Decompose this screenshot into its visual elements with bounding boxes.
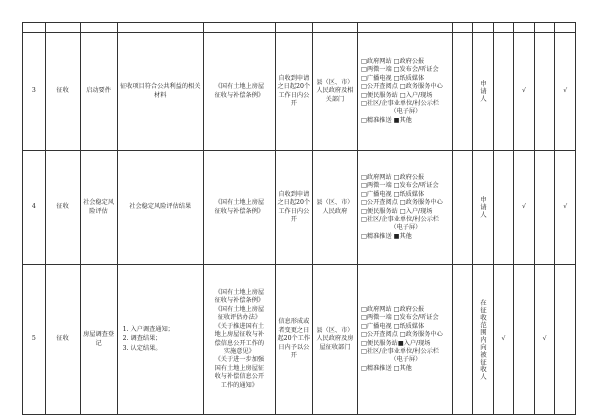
row-subject: 县（区、市）人民政府及相关部门	[312, 33, 357, 151]
basis-line: 征收与补偿条例》	[214, 297, 265, 305]
basis-line: 实施意见》	[223, 347, 255, 355]
row-content: 社会稳定风险评估结果	[117, 151, 203, 265]
basis-line: 工作的通知》	[220, 381, 258, 389]
row-subject: 县（区、市）人民政府	[312, 151, 357, 265]
channel-line: □公开查阅点 □政务服务中心	[361, 83, 443, 91]
basis-line: 国有土地上房屋征	[214, 364, 265, 372]
row-basis	[203, 33, 275, 151]
channel-line: □广播电视 □纸质媒体	[361, 74, 425, 82]
channel-line: □政府网站 □政府公报	[361, 173, 425, 181]
check-cell	[555, 265, 576, 415]
channel-line: □精准推送 □其他	[361, 364, 412, 372]
row-item: 房屋调查登记	[80, 265, 117, 415]
check-cell: √	[514, 151, 535, 265]
channel-line: □两微一端 □发布会/听证会	[361, 314, 439, 322]
row-number: 3	[23, 33, 46, 151]
object-text: 在征收范围内向被征收人	[478, 298, 487, 381]
check-cell	[534, 151, 555, 265]
channel-line: □精准推送 ■其他	[361, 116, 412, 124]
basis-line: 《国有土地上房屋	[214, 199, 265, 207]
table-row	[23, 265, 576, 415]
row-number: 4	[23, 151, 46, 265]
basis-line: 《国有土地上房屋	[214, 83, 265, 91]
channel-line: □政府网站 □政府公报	[361, 57, 425, 65]
row-item: 社会稳定风险评估	[80, 151, 117, 265]
row-subject: 县（区、市）人民政府及房屋征收部门	[312, 265, 357, 415]
channel-line: □广播电视 □纸质媒体	[361, 322, 425, 330]
basis-line: 征收与补偿条例》	[214, 207, 265, 215]
channel-line: □公开查阅点 □政务服务中心	[361, 199, 443, 207]
check-cell	[493, 151, 514, 265]
row-channels	[358, 151, 453, 265]
basis-line: 偿信息公开工作的	[214, 339, 265, 347]
check-cell	[514, 265, 535, 415]
check-cell: √	[555, 33, 576, 151]
channel-line: □精准推送 ■其他	[361, 232, 412, 240]
channel-line: □社区/企事业单位/村公示栏	[361, 347, 440, 355]
step-item: 2. 调查结果；	[131, 335, 202, 343]
channel-line: □公开查阅点 □政务服务中心	[361, 331, 443, 339]
check-cell	[534, 33, 555, 151]
row-object	[473, 265, 494, 415]
row-basis	[203, 265, 275, 415]
basis-line: 《关于推进国有土	[214, 322, 265, 330]
check-cell	[493, 33, 514, 151]
basis-line: 征收评估办法》	[217, 314, 261, 322]
row-content	[117, 265, 203, 415]
basis-line: 收与补偿信息公开	[214, 373, 265, 381]
channel-line: □便民服务站 □入户/现场	[361, 91, 433, 99]
channel-line: （电子屏）	[390, 356, 422, 364]
channel-line: □社区/企事业单位/村公示栏	[361, 215, 440, 223]
row-item: 启动要件	[80, 33, 117, 151]
row-channels	[358, 265, 453, 415]
channel-line: □两微一端 □发布会/听证会	[361, 66, 439, 74]
channel-line: □两微一端 □发布会/听证会	[361, 182, 439, 190]
row-basis	[203, 151, 275, 265]
object-text: 申请人	[478, 196, 487, 219]
row-category: 征收	[45, 151, 80, 265]
basis-line: 《国有土地上房屋	[214, 289, 265, 297]
row-channels	[358, 33, 453, 151]
channel-line: （电子屏）	[390, 224, 422, 232]
row-deadline: 自收到申请之日起20个工作日内公开	[275, 151, 312, 265]
row-deadline: 信息形成或者变更之日起20个工作日内予以公开	[275, 265, 312, 415]
check-cell: √	[493, 265, 514, 415]
channel-line: □广播电视 □纸质媒体	[361, 190, 425, 198]
basis-line: 征收与补偿条例》	[214, 91, 265, 99]
channel-line: □政府网站 □政府公报	[361, 305, 425, 313]
channel-line: （电子屏）	[390, 108, 422, 116]
check-cell: √	[514, 33, 535, 151]
table-row	[23, 151, 576, 265]
check-cell: √	[534, 265, 555, 415]
row-content: 征收项目符合公共利益的相关材料	[117, 33, 203, 151]
channel-line: □便民服务站■入户/现场	[361, 339, 431, 347]
object-text: 申请人	[478, 80, 487, 103]
check-cell: √	[555, 151, 576, 265]
row-number: 5	[23, 265, 46, 415]
basis-line: 《国有土地上房屋	[214, 305, 265, 313]
row-category: 征收	[45, 33, 80, 151]
row-category: 征收	[45, 265, 80, 415]
row-deadline: 自收到申请之日起20个工作日内公开	[275, 33, 312, 151]
row-object	[473, 151, 494, 265]
step-item: 1. 入户调查通知；	[131, 326, 202, 334]
row-object	[473, 33, 494, 151]
table-row	[23, 33, 576, 151]
step-list	[119, 326, 202, 353]
table-row-stub	[23, 23, 576, 33]
disclosure-table	[22, 22, 576, 415]
step-item: 3. 认定结果。	[131, 345, 202, 353]
basis-line: 《关于进一步加强	[214, 356, 265, 364]
channel-line: □便民服务站 □入户/现场	[361, 207, 433, 215]
channel-line: □社区/企事业单位/村公示栏	[361, 99, 440, 107]
basis-line: 地上房屋征收与补	[214, 331, 265, 339]
